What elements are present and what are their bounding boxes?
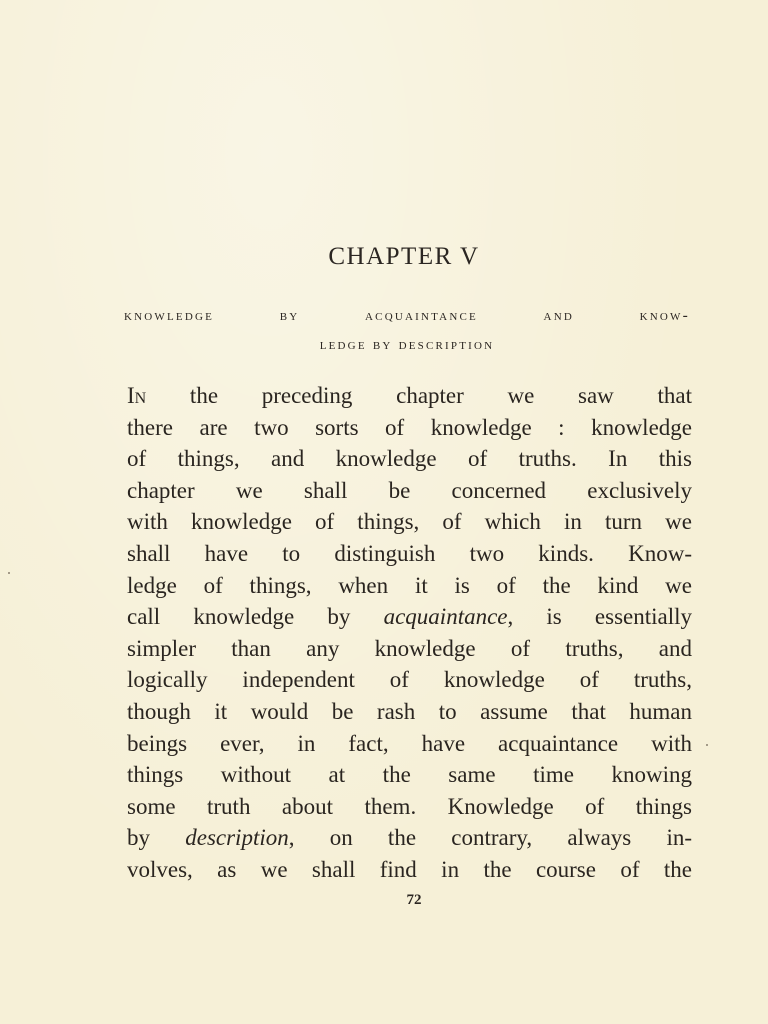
line-text: the preceding chapter we saw that [146, 383, 692, 408]
text-line: with knowledge of things, of which in turn we [127, 509, 692, 535]
paper-speck [706, 744, 708, 746]
line-text: by [127, 825, 186, 851]
text-line: there are two sorts of knowledge : knowledge [127, 414, 692, 440]
chapter-subtitle [124, 301, 690, 359]
line-text: , on the contrary, always in- [288, 825, 693, 851]
paper-speck [8, 572, 10, 574]
text-line: of things, and knowledge of truths. In this [127, 446, 692, 472]
subtitle-line-2: ledge by description [319, 336, 495, 353]
text-line: beings ever, in fact, have acquaintance with [127, 730, 692, 756]
line-text: , is essentially [507, 604, 692, 630]
chapter-title: CHAPTER V [328, 243, 480, 270]
page-number: 72 [406, 892, 422, 908]
text-line: ledge of things, when it is of the kind we [127, 572, 692, 598]
body-paragraph [127, 380, 692, 886]
text-line: simpler than any knowledge of truths, and [127, 635, 692, 661]
text-line: though it would be rash to assume that human [127, 698, 692, 724]
line-text: call knowledge by [127, 604, 384, 630]
text-line [127, 822, 692, 854]
text-line: things without at the same time knowing [127, 762, 692, 788]
italic-term: acquaintance [383, 604, 508, 630]
text-line: volves, as we shall find in the course of the [127, 856, 692, 882]
text-line [127, 601, 692, 633]
text-line: chapter we shall be concerned exclusively [127, 477, 692, 503]
italic-term: description [185, 825, 289, 851]
text-line: some truth about them. Knowledge of things [127, 793, 692, 819]
drop-word: In [127, 383, 147, 408]
text-line: shall have to distinguish two kinds. Know- [127, 540, 692, 566]
subtitle-line-1: knowledge by acquaintance and know- [124, 307, 690, 324]
text-line [127, 380, 692, 412]
text-line: logically independent of knowledge of truths, [127, 667, 692, 693]
